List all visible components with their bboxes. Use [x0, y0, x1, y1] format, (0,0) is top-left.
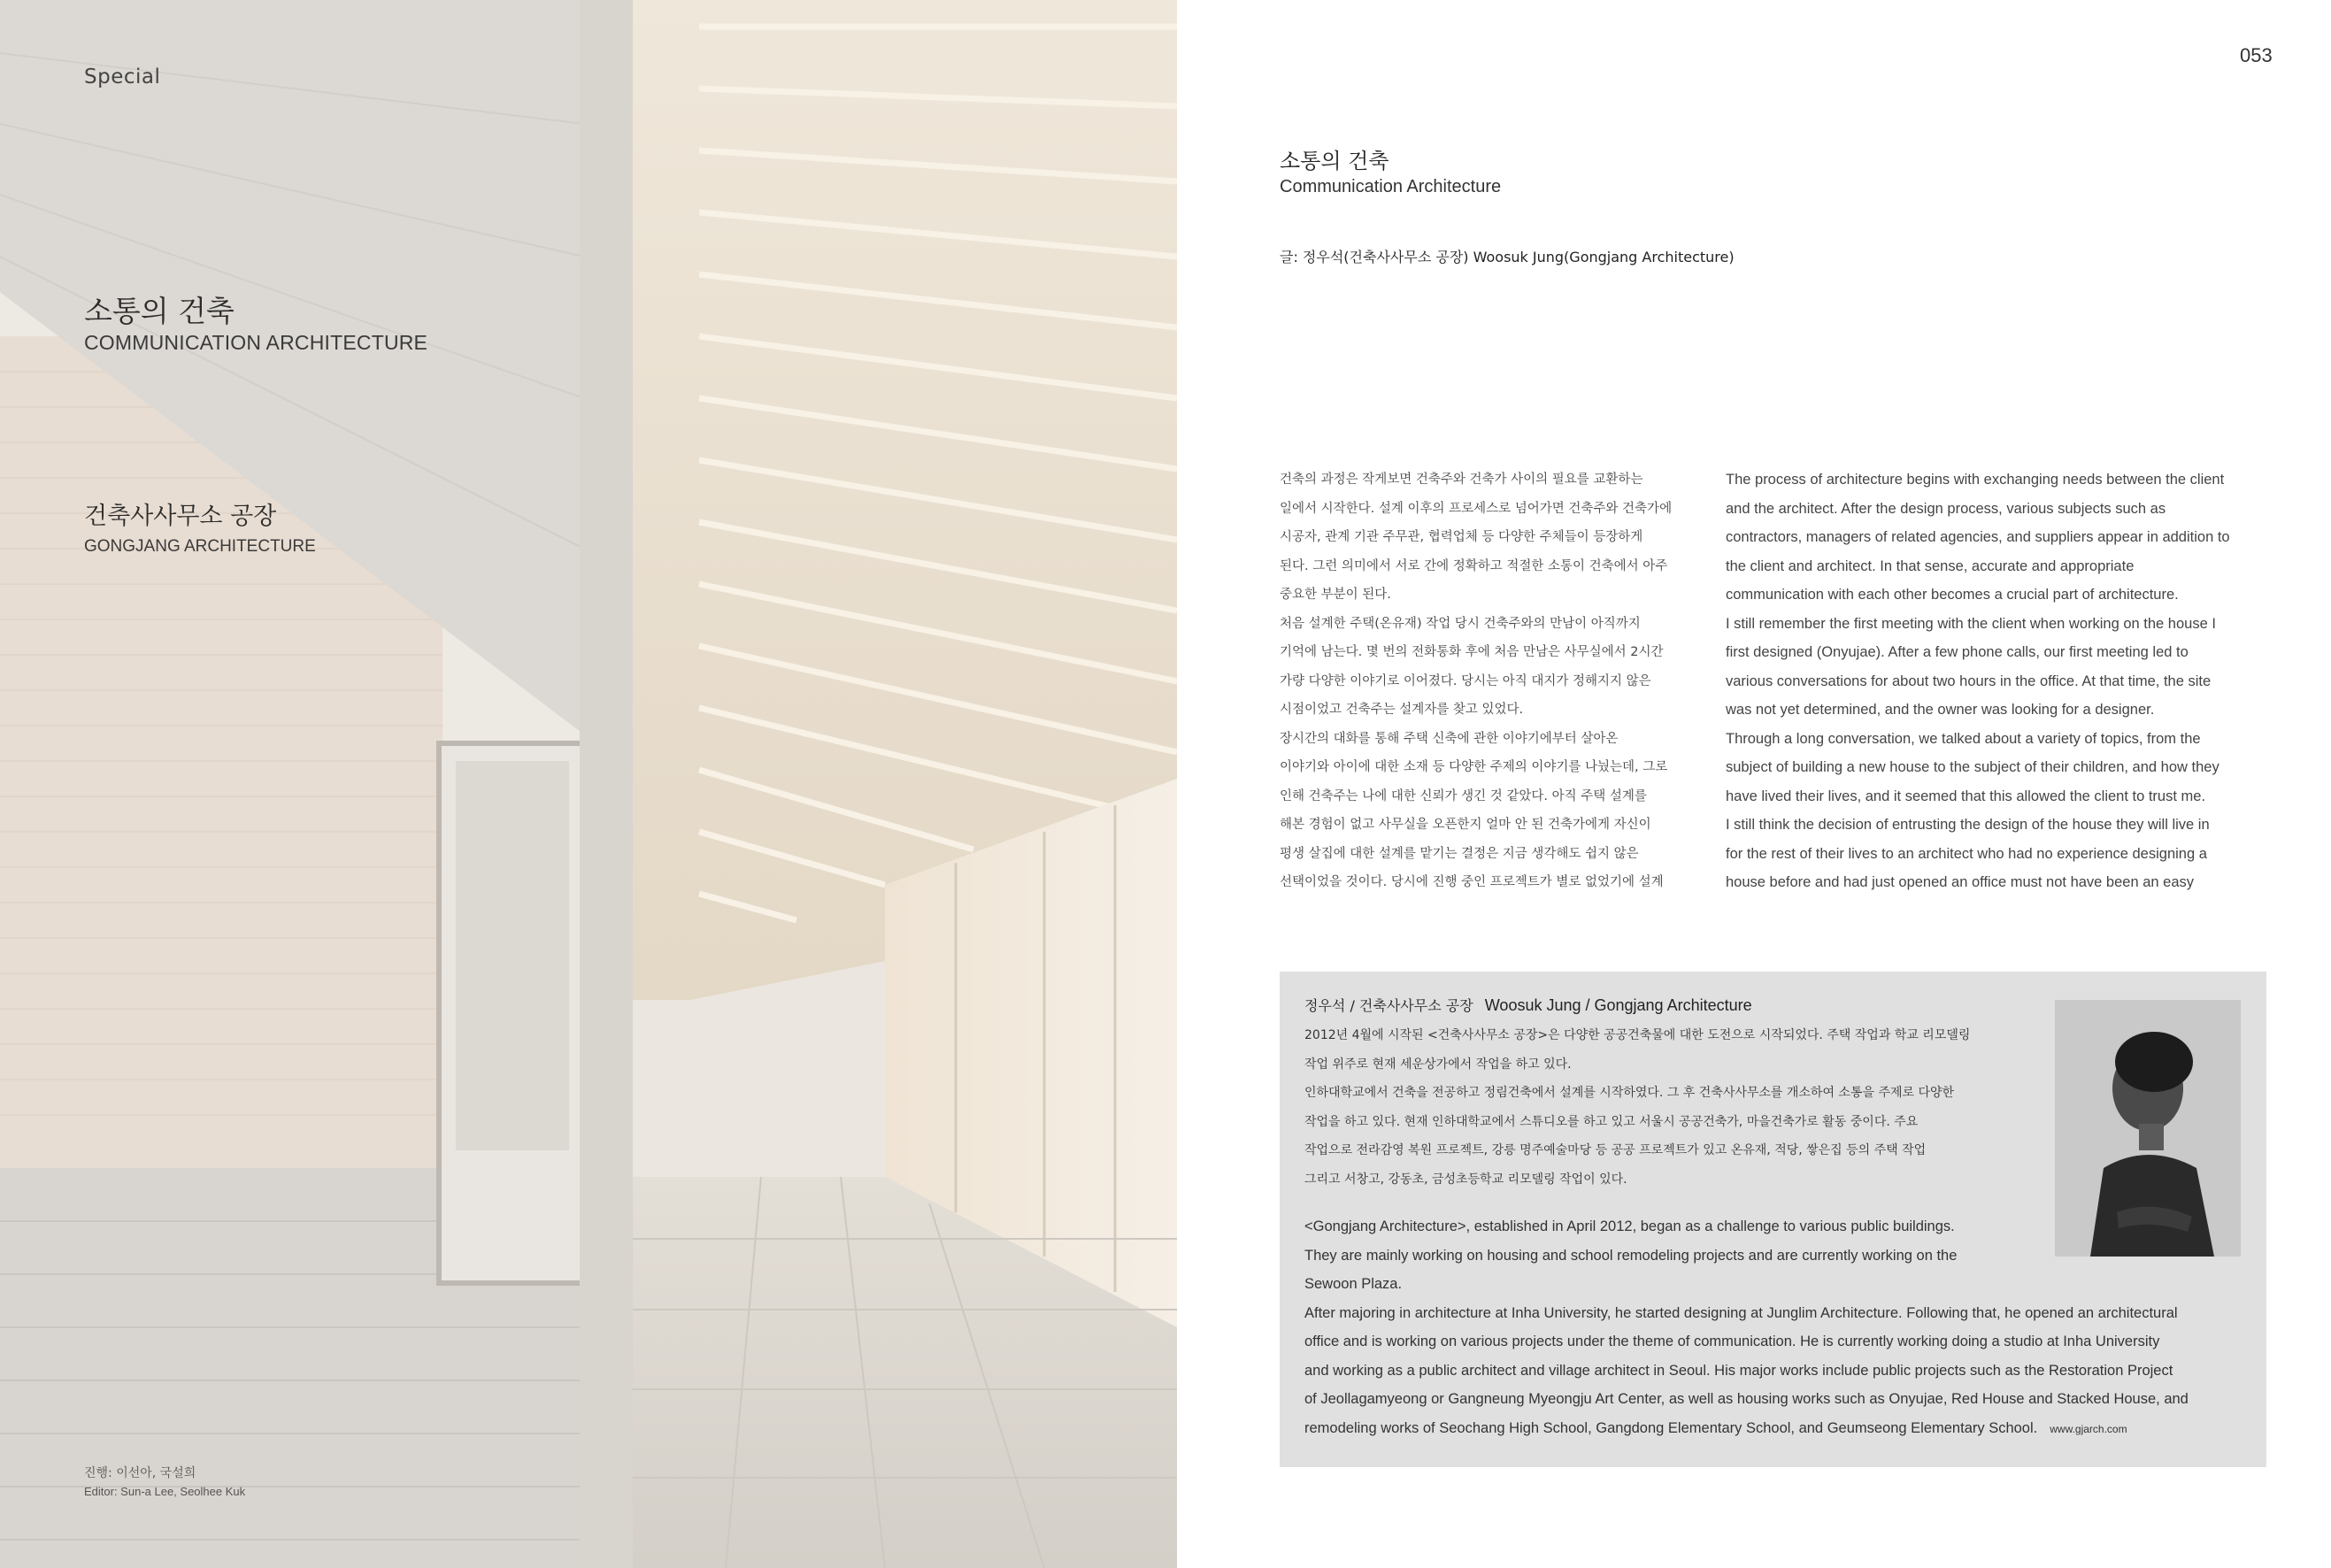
- bio-heading-korean: 정우석 / 건축사사무소 공장: [1304, 997, 1473, 1014]
- body-line: 해본 경험이 없고 사무실을 오픈한지 얼마 안 된 건축가에게 자신이: [1280, 818, 1651, 832]
- bio-line: [1304, 1414, 2243, 1444]
- feature-title-korean: 소통의 건축: [84, 294, 235, 328]
- body-line: various conversations for about two hours in the office. At that time, the site: [1726, 673, 2212, 689]
- body-line: 인해 건축주는 나에 대한 신뢰가 생긴 것 같았다. 아직 주택 설계를: [1280, 788, 1647, 803]
- feature-title-english: COMMUNICATION ARCHITECTURE: [84, 331, 428, 354]
- bio-line: 작업 위주로 현재 세운상가에서 작업을 하고 있다.: [1304, 1057, 1572, 1072]
- body-line: was not yet determined, and the owner was looking for a designer.: [1726, 702, 2155, 718]
- body-line: communication with each other becomes a crucial part of architecture.: [1726, 587, 2179, 603]
- body-line: subject of building a new house to the subject of their children, and how they: [1726, 759, 2219, 775]
- body-line: have lived their lives, and it seemed that this allowed the client to trust me.: [1726, 788, 2206, 804]
- bio-heading-english: Woosuk Jung / Gongjang Architecture: [1484, 996, 1752, 1014]
- body-line: contractors, managers of related agencies, and suppliers appear in addition to: [1726, 529, 2230, 545]
- body-line: 중요한 부분이 된다.: [1280, 588, 1391, 602]
- body-line: 이야기와 아이에 대한 소재 등 다양한 주제의 이야기를 나눴는데, 그로: [1280, 760, 1668, 774]
- body-line: 가량 다양한 이야기로 이어졌다. 당시는 아직 대지가 정해지지 않은: [1280, 673, 1651, 688]
- bio-line: They are mainly working on housing and school remodeling projects and are currently working on the: [1304, 1247, 1958, 1264]
- bio-line: 작업을 하고 있다. 현재 인하대학교에서 스튜디오를 하고 있고 서울시 공공건축가, 마을건축가로 활동 중이다. 주요: [1304, 1114, 1919, 1129]
- bio-line: 그리고 서창고, 강동초, 금성초등학교 리모델링 작업이 있다.: [1304, 1172, 1627, 1187]
- body-line: 시점이었고 건축주는 설계자를 찾고 있었다.: [1280, 703, 1524, 717]
- body-line: for the rest of their lives to an architect who had no experience designing a: [1726, 845, 2207, 862]
- bio-line: 작업으로 전라감영 복원 프로젝트, 강릉 명주예술마당 등 공공 프로젝트가 있고 온유재, 적당, 쌓은집 등의 주택 작업: [1304, 1143, 1927, 1157]
- article-title-korean: 소통의 건축: [1280, 149, 1389, 173]
- editor-credit-english: Editor: Sun-a Lee, Seolhee Kuk: [84, 1485, 246, 1498]
- body-line: The process of architecture begins with exchanging needs between the client: [1726, 472, 2225, 488]
- body-line: Through a long conversation, we talked about a variety of topics, from the: [1726, 730, 2201, 747]
- bio-text-korean: [1304, 1021, 2048, 1194]
- bio-line: 인하대학교에서 건축을 전공하고 정림건축에서 설계를 시작하였다. 그 후 건축사사무소를 개소하여 소통을 주제로 다양한: [1304, 1086, 1955, 1100]
- section-tag: Special: [84, 65, 161, 88]
- bio-line: <Gongjang Architecture>, established in April 2012, began as a challenge to various public buildings.: [1304, 1218, 1955, 1234]
- body-line: house before and had just opened an office must not have been an easy: [1726, 874, 2195, 890]
- bio-last-sentence: remodeling works of Seochang High School, Gangdong Elementary School, and Geumseong Elementary School.: [1304, 1419, 2038, 1436]
- body-line: 장시간의 대화를 통해 주택 신축에 관한 이야기에부터 살아온: [1280, 731, 1619, 746]
- bio-line: of Jeollagamyeong or Gangneung Myeongju Art Center, as well as housing works such as Onyujae, Red House and Stacked House, and: [1304, 1391, 2189, 1407]
- article-title-english: Communication Architecture: [1280, 177, 1502, 196]
- body-line: 시공자, 관계 기관 주무관, 협력업체 등 다양한 주체들이 등장하게: [1280, 530, 1643, 544]
- office-name-english: GONGJANG ARCHITECTURE: [84, 537, 316, 556]
- body-text-english: [1726, 465, 2274, 897]
- bio-heading: [1304, 995, 1752, 1015]
- body-line: I still think the decision of entrusting the design of the house they will live in: [1726, 817, 2210, 833]
- body-line: 선택이었을 것이다. 당시에 진행 중인 프로젝트가 별로 없었기에 설계: [1280, 875, 1664, 889]
- author-portrait: [2055, 1000, 2241, 1257]
- body-text-korean: [1280, 465, 1696, 897]
- body-line: 기억에 남는다. 몇 번의 전화통화 후에 처음 만남은 사무실에서 2시간: [1280, 645, 1664, 659]
- body-line: first designed (Onyujae). After a few phone calls, our first meeting led to: [1726, 644, 2189, 660]
- page-number: 053: [2240, 44, 2273, 66]
- editor-credit-korean: 진행: 이선아, 국설희: [84, 1466, 196, 1480]
- bio-line: Sewoon Plaza.: [1304, 1276, 1403, 1292]
- website-link[interactable]: www.gjarch.com: [2050, 1422, 2127, 1435]
- office-name-korean: 건축사사무소 공장: [84, 503, 277, 530]
- body-line: and the architect. After the design process, various subjects such as: [1726, 500, 2166, 517]
- byline: 글: 정우석(건축사사무소 공장) Woosuk Jung(Gongjang Architecture): [1280, 249, 1735, 265]
- body-line: the client and architect. In that sense, accurate and appropriate: [1726, 557, 2135, 574]
- body-line: 평생 살집에 대한 설계를 맡기는 결정은 지금 생각해도 쉽지 않은: [1280, 846, 1639, 861]
- body-line: 일에서 시작한다. 설계 이후의 프로세스로 넘어가면 건축주와 건축가에: [1280, 501, 1673, 516]
- body-line: 처음 설계한 주택(온유재) 작업 당시 건축주와의 만남이 아직까지: [1280, 616, 1641, 631]
- bio-line: office and is working on various projects under the theme of communication. He is currently working doing a studio at Inha University: [1304, 1334, 2160, 1349]
- body-line: I still remember the first meeting with the client when working on the house I: [1726, 615, 2216, 632]
- bio-line: After majoring in architecture at Inha University, he started designing at Junglim Architecture. Following that, he opened an architectural: [1304, 1304, 2178, 1321]
- bio-line: 2012년 4월에 시작된 <건축사사무소 공장>은 다양한 공공건축물에 대한 도전으로 시작되었다. 주택 작업과 학교 리모델링: [1304, 1028, 1971, 1042]
- body-line: 된다. 그런 의미에서 서로 간에 정확하고 적절한 소통이 건축에서 아주: [1280, 558, 1668, 573]
- portrait-photo: [2055, 1000, 2241, 1257]
- author-bio-box: [1280, 972, 2266, 1467]
- bio-line: and working as a public architect and village architect in Seoul. His major works include public projects such as the Restoration Project: [1304, 1362, 2173, 1379]
- body-line: 건축의 과정은 작게보면 건축주와 건축가 사이의 필요를 교환하는: [1280, 473, 1643, 487]
